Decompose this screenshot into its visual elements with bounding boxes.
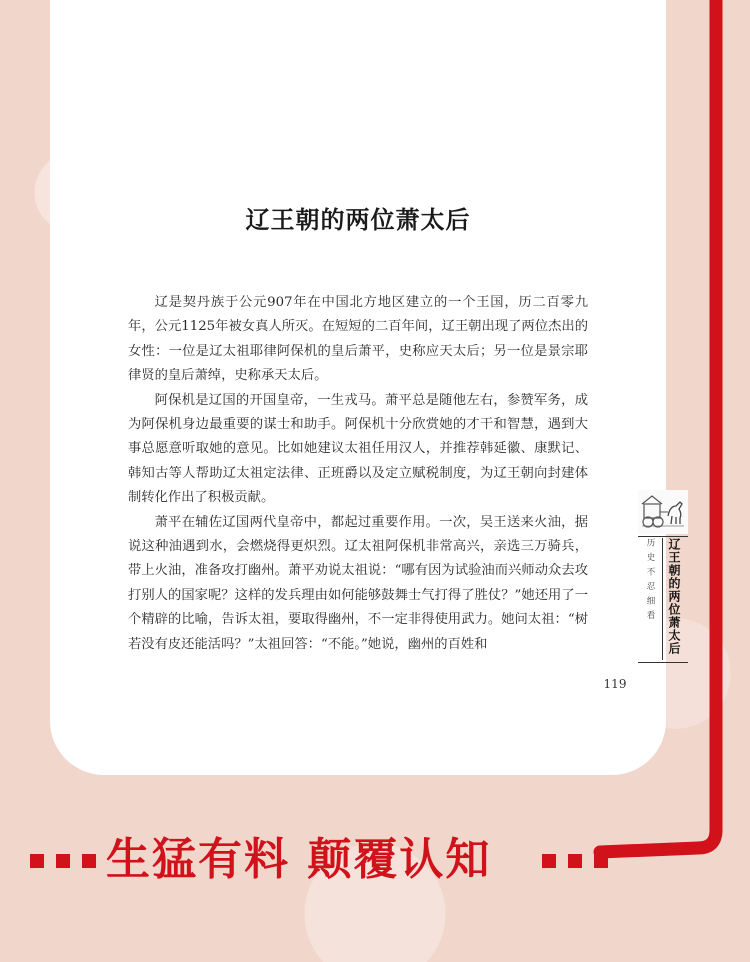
paragraph: 阿保机是辽国的开国皇帝，一生戎马。萧平总是随他左右，参赞军务，成为阿保机身边最重要的谋士和助手。阿保机十分欣赏她的才干和智慧，遇到大事总愿意听取她的意见。比如她建议太祖任用汉人，并推荐韩延徽、康默记、韩知古等人帮助辽太祖定法律、正班爵以及定立赋税制度，为辽王朝向封建体制转化作出了积极贡献。 <box>128 392 588 506</box>
side-chapter-tab <box>638 490 688 680</box>
divider <box>638 536 688 537</box>
series-label: 历史不忍细看 <box>645 538 655 625</box>
square-bullet-icon <box>82 854 96 868</box>
slogan-text: 生猛有料 颠覆认知 <box>106 834 492 885</box>
divider <box>638 662 688 663</box>
chapter-label: 辽王朝的两位萧太后 <box>667 538 681 655</box>
square-bullet-icon <box>542 854 556 868</box>
book-page <box>50 0 681 775</box>
square-bullet-icon <box>568 854 582 868</box>
square-bullet-icon <box>30 854 44 868</box>
slogan-banner <box>30 830 610 890</box>
page-number: 119 <box>603 677 627 691</box>
article-body <box>128 291 588 657</box>
paragraph: 辽是契丹族于公元907年在中国北方地区建立的一个王国，历二百零九年，公元1125年被女真人所灭。在短短的二百年间，辽王朝出现了两位杰出的女性：一位是辽太祖耶律阿保机的皇后萧平，史称应天太后；另一位是景宗耶律贤的皇后萧绰，史称承天太后。 <box>128 295 588 384</box>
horse-carriage-illustration <box>638 490 688 534</box>
square-bullet-icon <box>594 854 608 868</box>
divider <box>662 538 663 660</box>
paragraph: 萧平在辅佐辽国两代皇帝中，都起过重要作用。一次，吴王送来火油，据说这种油遇到水，会燃烧得更炽烈。辽太祖阿保机非常高兴，亲选三万骑兵，带上火油，准备攻打幽州。萧平劝说太祖说：“哪有因为试验油而兴师动众去攻打别人的国家呢？这样的发兵理由如何能够鼓舞士气打得了胜仗？”她还用了一个精辟的比喻，告诉太祖，要取得幽州，不一定非得使用武力。她问太祖：“树若没有皮还能活吗？”太祖回答：“不能。”她说，幽州的百姓和 <box>128 514 588 652</box>
page-title: 辽王朝的两位萧太后 <box>245 205 471 234</box>
square-bullet-icon <box>56 854 70 868</box>
